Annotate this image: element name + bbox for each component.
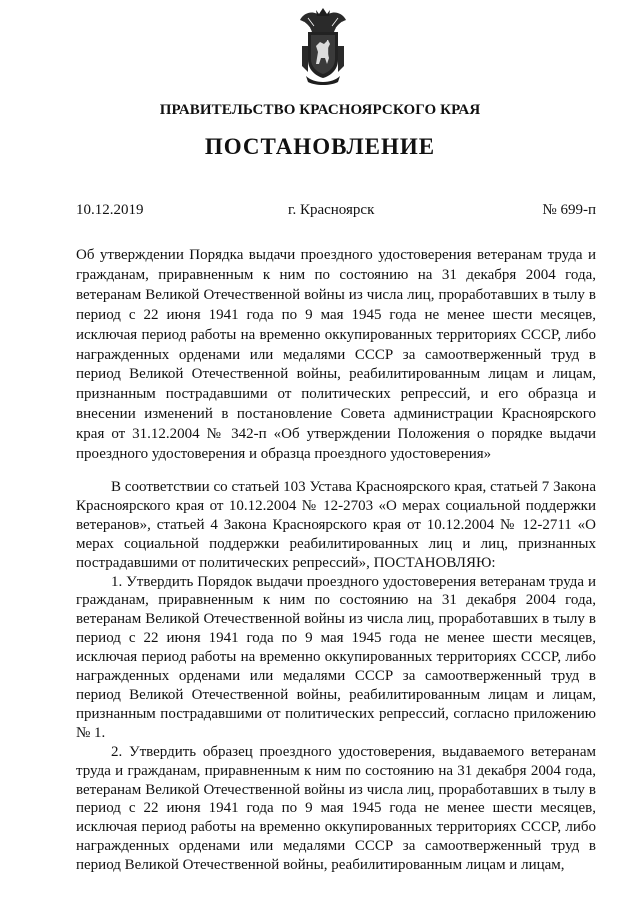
document-number: № 699-п [542, 202, 596, 218]
document-city: г. Красноярск [288, 202, 375, 218]
preamble-paragraph: В соответствии со статьей 103 Устава Красноярского края, статьей 7 Закона Красноярского края от 10.12.2004 № 12-2703 «О мерах социальной поддержки ветеранов», статьей 4 Закона Красноярского края от 10.12.2004 № 12-2711 «О мерах социальной поддержки реабилитированных лиц и лиц, признанных пострадавшими от политических репрессий», ПОСТАНОВЛЯЮ: [76, 479, 596, 571]
list-item: 1. Утвердить Порядок выдачи проездного удостоверения ветеранам труда и гражданам, приравненным к ним по состоянию на 31 декабря 2004 года, ветеранам Великой Отечественной войны из числа лиц, проработавших в тылу в период с 22 июня 1941 года по 9 мая 1945 года не менее шести месяцев, исключая период работы на временно оккупированных территориях СССР, либо награжденных орденами или медалями СССР за самоотверженный труд в период Великой Отечественной войны, реабилитированным лицам и лицам, признанным пострадавшими от политических репрессий, согласно приложению № 1. [76, 573, 596, 741]
coat-of-arms-emblem [294, 6, 352, 86]
government-title: ПРАВИТЕЛЬСТВО КРАСНОЯРСКОГО КРАЯ [159, 102, 481, 118]
document-type-title: ПОСТАНОВЛЕНИЕ [204, 134, 436, 159]
document-meta [76, 202, 596, 222]
document-body [76, 478, 596, 875]
document-subject: Об утверждении Порядка выдачи проездного удостоверения ветеранам труда и гражданам, приравненным к ним по состоянию на 31 декабря 2004 года, ветеранам Великой Отечественной войны из числа лиц, проработавших в тылу в период с 22 июня 1941 года по 9 мая 1945 года не менее шести месяцев, исключая период работы на временно оккупированных территориях СССР, либо награжденных орденами или медалями СССР за самоотверженный труд в период Великой Отечественной войны, реабилитированным лицам и лицам, признанным пострадавшими от политических репрессий, и его образца и внесении изменений в постановление Совета администрации Красноярского края от 31.12.2004 № 342-п «Об утверждении Положения о порядке выдачи проездного удостоверения и образца проездного удостоверения» [76, 247, 596, 463]
document-date: 10.12.2019 [76, 202, 144, 218]
list-item: 2. Утвердить образец проездного удостоверения, выдаваемого ветеранам труда и гражданам, приравненным к ним по состоянию на 31 декабря 2004 года, ветеранам Великой Отечественной войны из числа лиц, проработавших в тылу в период с 22 июня 1941 года по 9 мая 1945 года не менее шести месяцев, исключая период работы на временно оккупированных территориях СССР, либо награжденных орденами или медалями СССР за самоотверженный труд в период Великой Отечественной войны, реабилитированным лицам и лицам, [76, 743, 596, 874]
